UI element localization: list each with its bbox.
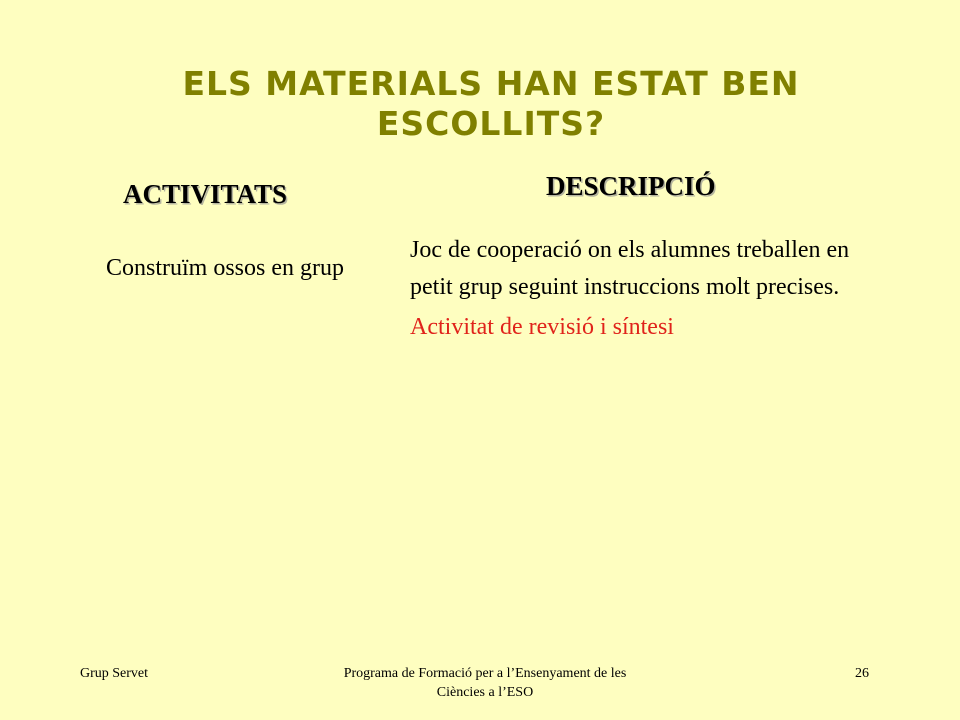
activitats-column-header: ACTIVITATS [123, 179, 288, 209]
descripcio-column-header: DESCRIPCIÓ [546, 171, 716, 201]
activity-text: Construïm ossos en grup [106, 255, 345, 281]
description-note: Activitat de revisió i síntesi [410, 314, 674, 340]
slide-title-line-1: ELS MATERIALS HAN ESTAT BEN [182, 64, 800, 103]
description-block [410, 232, 850, 346]
slide-title [80, 64, 902, 144]
footer-page-number: 26 [855, 666, 869, 681]
slide-title-line-2: ESCOLLITS? [376, 104, 606, 143]
description-text: Joc de cooperació on els alumnes treballen en petit grup seguint instruccions molt precises. [410, 237, 850, 300]
footer-program: Programa de Formació per a l’Ensenyament de les Ciències a l’ESO [343, 666, 627, 700]
footer-author: Grup Servet [80, 666, 149, 681]
